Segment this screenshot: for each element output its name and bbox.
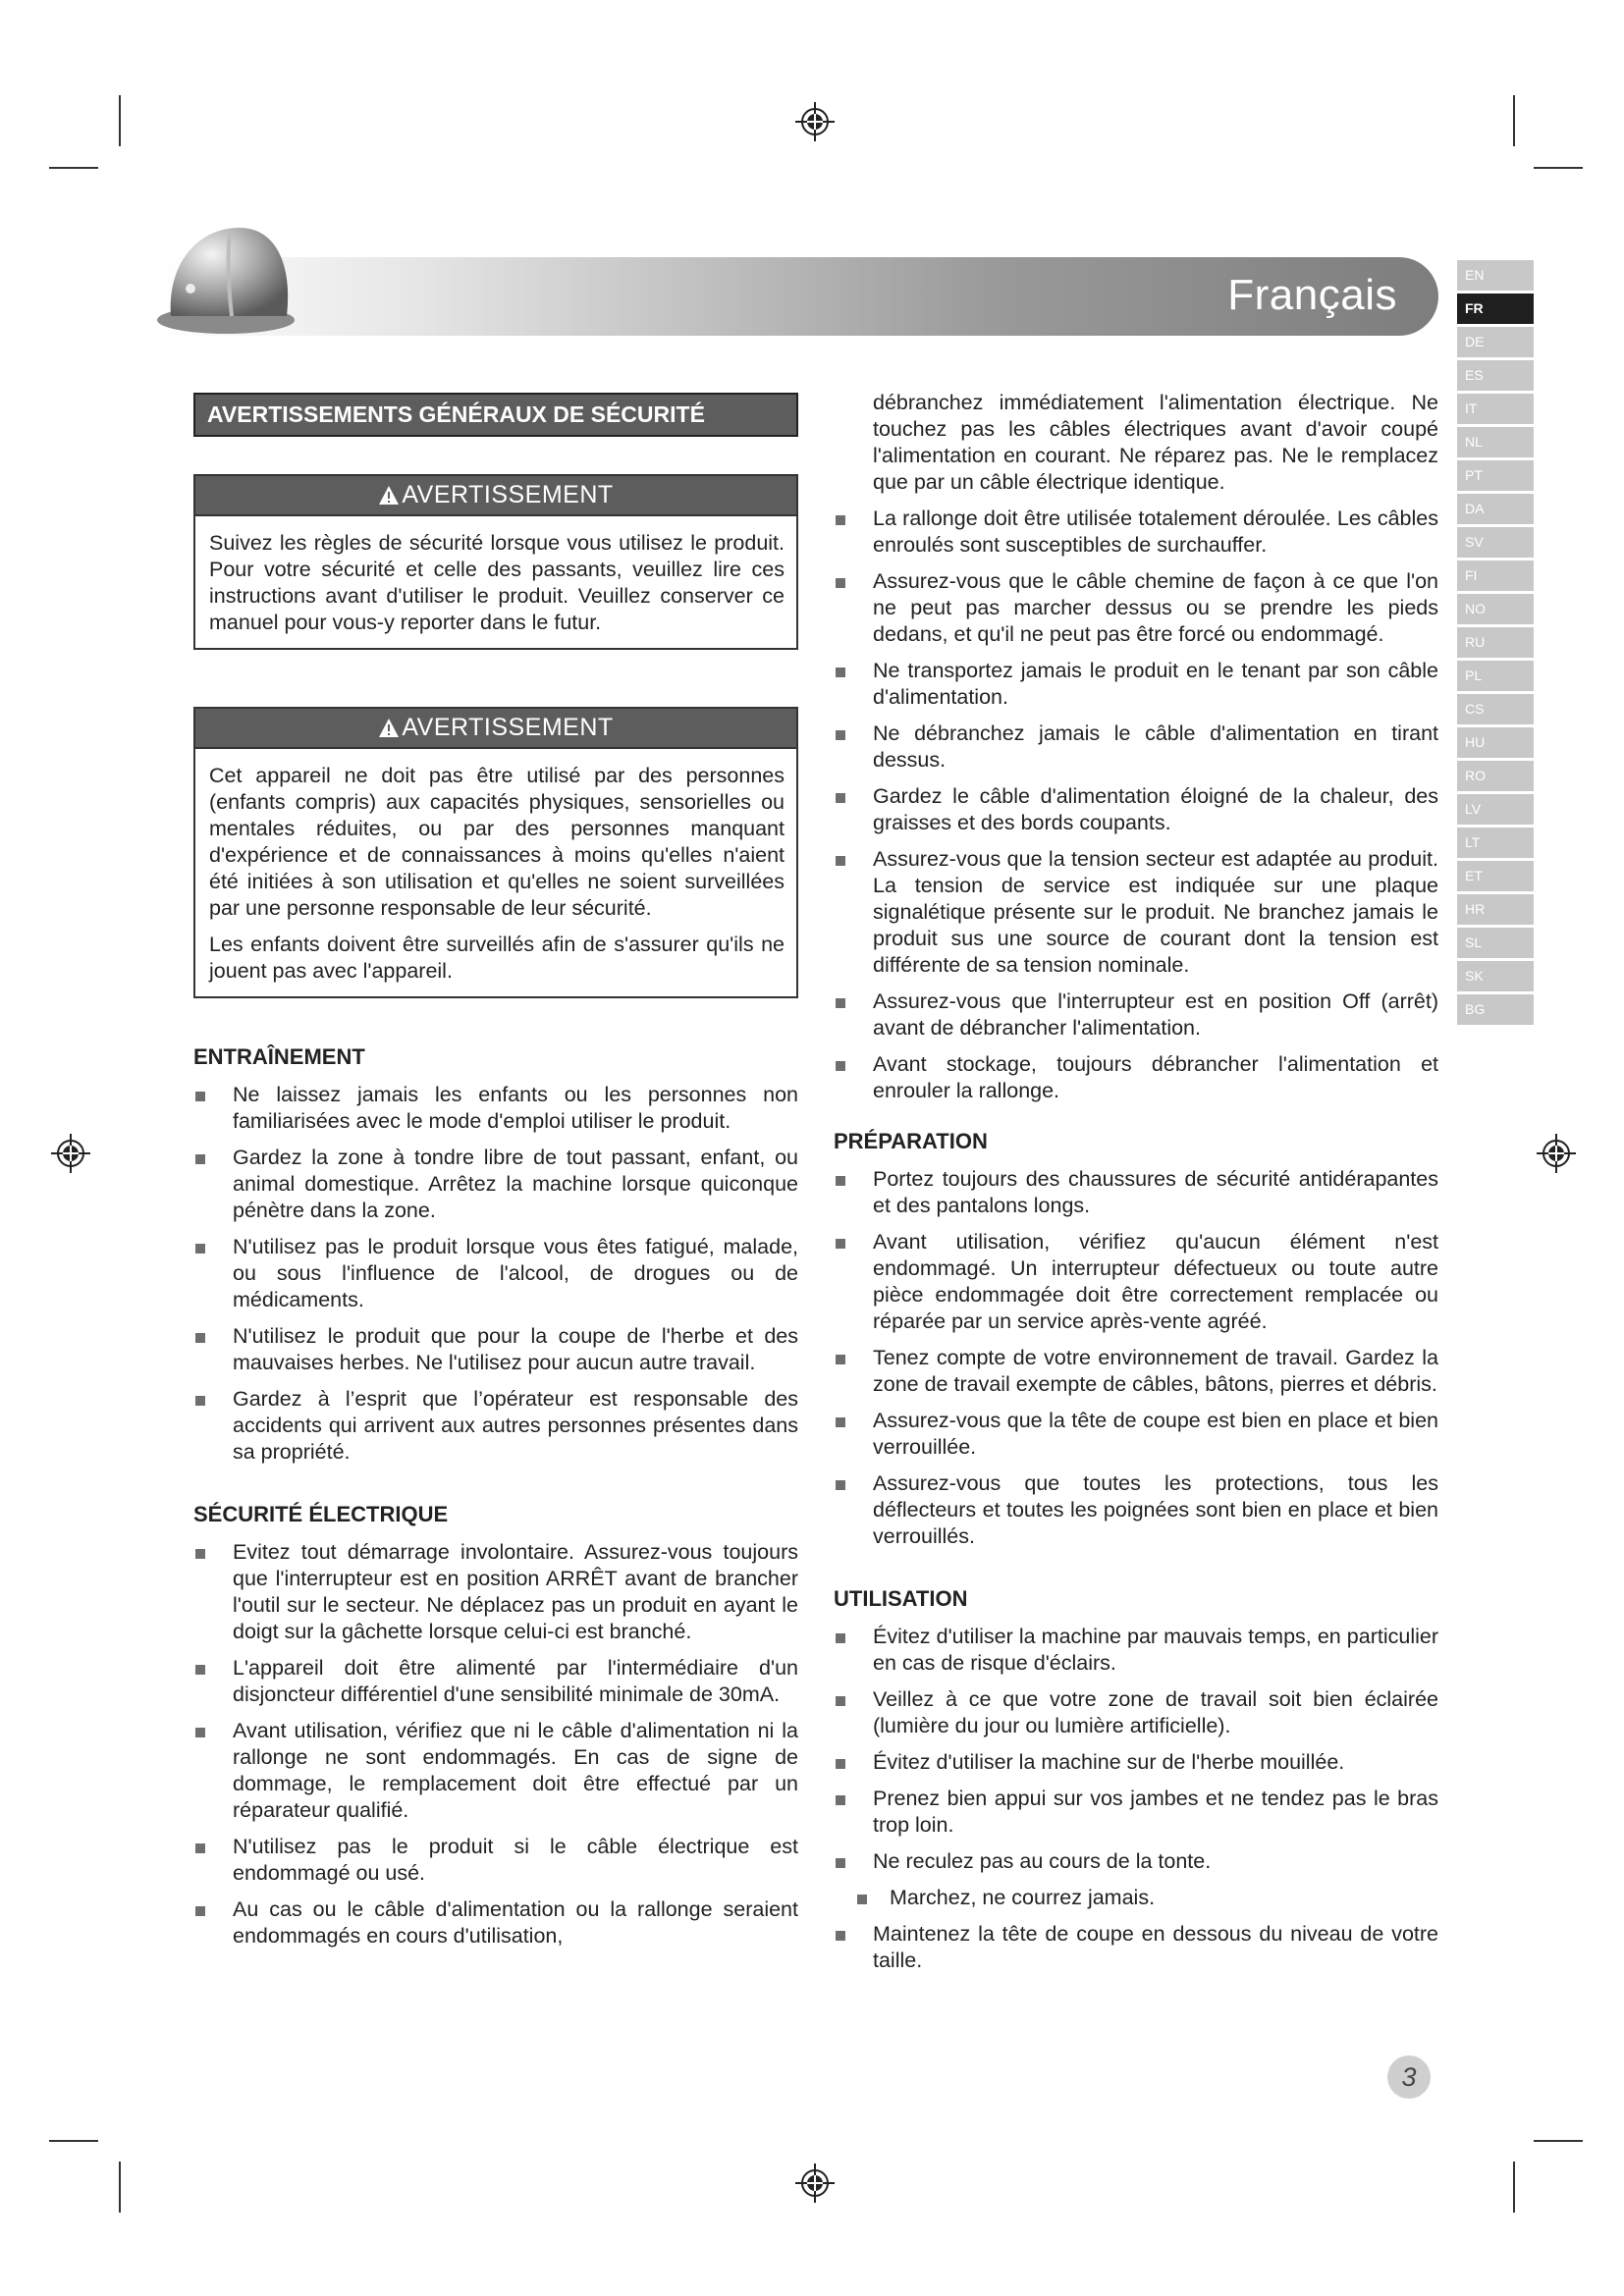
language-tab-pl[interactable]: PL <box>1457 661 1534 691</box>
electrical-heading: SÉCURITÉ ÉLECTRIQUE <box>193 1502 449 1526</box>
crop-mark <box>49 167 98 169</box>
list-item: La rallonge doit être utilisée totalement déroulée. Les câbles enroulés sont susceptibles de surchauffer. <box>834 506 1438 559</box>
language-tab-bg[interactable]: BG <box>1457 994 1534 1025</box>
page-title: Français <box>1227 271 1397 319</box>
list-item: Avant stockage, toujours débrancher l'alimentation et enrouler la rallonge. <box>834 1051 1438 1104</box>
language-tab-ro[interactable]: RO <box>1457 761 1534 791</box>
electrical-list-continued <box>834 506 1438 1104</box>
language-tab-es[interactable]: ES <box>1457 360 1534 391</box>
warning-text: Les enfants doivent être surveillés afin de s'assurer qu'ils ne jouent pas avec l'appareil. <box>209 933 785 983</box>
list-item: L'appareil doit être alimenté par l'intermédiaire d'un disjoncteur différentiel d'une sensibilité minimale de 30mA. <box>193 1655 798 1708</box>
list-item: Veillez à ce que votre zone de travail soit bien éclairée (lumière du jour ou lumière artificielle). <box>834 1686 1438 1739</box>
list-item: Avant utilisation, vérifiez qu'aucun élément n'est endommagé. Un interrupteur défectueux ou toute autre pièce endommagée doit être correctement remplacée ou réparée par un service après-vente agréé. <box>834 1229 1438 1335</box>
warning-box-header <box>195 476 796 516</box>
list-item: Prenez bien appui sur vos jambes et ne tendez pas le bras trop loin. <box>834 1786 1438 1839</box>
warning-title: AVERTISSEMENT <box>402 481 614 508</box>
warning-triangle-icon <box>378 485 400 507</box>
language-tab-ru[interactable]: RU <box>1457 627 1534 658</box>
crop-mark <box>1534 2140 1583 2142</box>
list-item: N'utilisez pas le produit lorsque vous êtes fatigué, malade, ou sous l'influence de l'alcool, de drogues ou de médicaments. <box>193 1234 798 1313</box>
language-tab-de[interactable]: DE <box>1457 327 1534 357</box>
training-heading: ENTRAÎNEMENT <box>193 1044 365 1069</box>
language-tab-it[interactable]: IT <box>1457 394 1534 424</box>
warning-box-body <box>195 516 796 648</box>
list-item: Evitez tout démarrage involontaire. Assurez-vous toujours que l'interrupteur est en position ARRÊT avant de brancher l'outil sur le secteur. Ne déplacez pas un produit en ayant le doigt sur la gâchette lorsque celui-ci est branché. <box>193 1539 798 1645</box>
list-item: Assurez-vous que toutes les protections, tous les déflecteurs et toutes les poignées sont bien en place et bien verrouillés. <box>834 1470 1438 1550</box>
registration-mark-icon <box>795 2163 835 2203</box>
registration-mark-icon <box>1537 1134 1576 1173</box>
electrical-list <box>193 1539 798 1949</box>
warning-box <box>193 707 798 998</box>
warning-box-body <box>195 749 796 996</box>
registration-mark-icon <box>795 102 835 141</box>
language-tab-fi[interactable]: FI <box>1457 561 1534 591</box>
warning-box <box>193 474 798 650</box>
warning-text: Cet appareil ne doit pas être utilisé par des personnes (enfants compris) aux capacités physiques, sensorielles ou mentales réduites, ou par des personnes manquant d'expérience et de connaissances à moins qu'elles n'aient été initiées à son utilisation et qu'elles ne soient surveillées par une personne responsable de leur sécurité. <box>209 764 785 920</box>
list-item: Gardez la zone à tondre libre de tout passant, enfant, ou animal domestique. Arrêtez la machine lorsque quiconque pénètre dans la zone. <box>193 1145 798 1224</box>
language-tab-fr[interactable]: FR <box>1457 294 1534 324</box>
list-item: Évitez d'utiliser la machine par mauvais temps, en particulier en cas de risque d'éclairs. <box>834 1624 1438 1677</box>
page-number: 3 <box>1387 2056 1431 2099</box>
list-item: Gardez à l’esprit que l’opérateur est responsable des accidents qui arrivent aux autres personnes présentes dans sa propriété. <box>193 1386 798 1466</box>
list-item: Avant utilisation, vérifiez que ni le câble d'alimentation ni la rallonge ne sont endommagés. En cas de signe de dommage, le remplacement doit être effectué par un réparateur qualifié. <box>193 1718 798 1824</box>
list-item: Assurez-vous que la tension secteur est adaptée au produit. La tension de service est indiquée sur une plaque signalétique présente sur le produit. Ne branchez jamais le produit sus une source de courant dont la tension est différente de sa tension nominale. <box>834 846 1438 979</box>
language-tab-sv[interactable]: SV <box>1457 527 1534 558</box>
list-item: Ne débranchez jamais le câble d'alimentation en tirant dessus. <box>834 721 1438 774</box>
list-item: Assurez-vous que la tête de coupe est bien en place et bien verrouillée. <box>834 1408 1438 1461</box>
language-tab-no[interactable]: NO <box>1457 594 1534 624</box>
language-tab-et[interactable]: ET <box>1457 861 1534 891</box>
registration-mark-icon <box>51 1134 90 1173</box>
crop-mark <box>1513 95 1515 146</box>
language-tab-sl[interactable]: SL <box>1457 928 1534 958</box>
list-item: Marchez, ne courrez jamais. <box>855 1885 1438 1911</box>
language-tab-cs[interactable]: CS <box>1457 694 1534 724</box>
language-tab-nl[interactable]: NL <box>1457 427 1534 457</box>
list-item: Au cas ou le câble d'alimentation ou la rallonge seraient endommagés en cours d'utilisation, <box>193 1896 798 1949</box>
header-banner <box>157 257 1438 336</box>
list-item: Tenez compte de votre environnement de travail. Gardez la zone de travail exempte de câbles, bâtons, pierres et débris. <box>834 1345 1438 1398</box>
warning-triangle-icon <box>378 718 400 739</box>
warning-box-header <box>195 709 796 749</box>
list-item-continuation: débranchez immédiatement l'alimentation électrique. Ne touchez pas les câbles électriques avant d'avoir coupé l'alimentation en courant. Ne réparez pas. Ne le remplacez que par un câble électrique identique. <box>873 391 1438 494</box>
list-item: Portez toujours des chaussures de sécurité antidérapantes et des pantalons longs. <box>834 1166 1438 1219</box>
warning-title: AVERTISSEMENT <box>402 714 614 741</box>
list-item: N'utilisez pas le produit si le câble électrique est endommagé ou usé. <box>193 1834 798 1887</box>
preparation-heading: PRÉPARATION <box>834 1129 988 1153</box>
usage-heading: UTILISATION <box>834 1586 968 1611</box>
crop-mark <box>119 95 121 146</box>
list-item: Assurez-vous que l'interrupteur est en position Off (arrêt) avant de débrancher l'alimentation. <box>834 988 1438 1041</box>
language-tab-da[interactable]: DA <box>1457 494 1534 524</box>
preparation-list <box>834 1166 1438 1550</box>
list-item: Assurez-vous que le câble chemine de façon à ce que l'on ne peut pas marcher dessus ou se prendre les pieds dedans, et qu'il ne peut pas être forcé ou endommagé. <box>834 568 1438 648</box>
language-tab-en[interactable]: EN <box>1457 260 1534 291</box>
language-tab-pt[interactable]: PT <box>1457 460 1534 491</box>
left-column <box>193 393 798 1959</box>
language-tab-lv[interactable]: LV <box>1457 794 1534 825</box>
training-list <box>193 1082 798 1466</box>
safety-helmet-icon <box>149 214 297 342</box>
list-item: Gardez le câble d'alimentation éloigné de la chaleur, des graisses et des bords coupants. <box>834 783 1438 836</box>
list-item: Ne transportez jamais le produit en le tenant par son câble d'alimentation. <box>834 658 1438 711</box>
language-tab-hr[interactable]: HR <box>1457 894 1534 925</box>
list-item: Maintenez la tête de coupe en dessous du niveau de votre taille. <box>834 1921 1438 1974</box>
language-tab-hu[interactable]: HU <box>1457 727 1534 758</box>
crop-mark <box>1534 167 1583 169</box>
language-tabs <box>1457 260 1534 1028</box>
right-column <box>834 390 1438 1984</box>
crop-mark <box>119 2162 121 2213</box>
list-item: Ne laissez jamais les enfants ou les personnes non familiarisées avec le mode d'emploi utiliser le produit. <box>193 1082 798 1135</box>
usage-list <box>834 1624 1438 1974</box>
warning-text: Suivez les règles de sécurité lorsque vous utilisez le produit. Pour votre sécurité et celle des passants, veuillez lire ces instructions avant d'utiliser le produit. Veuillez conserver ce manuel pour vous-y reporter dans le futur. <box>209 531 785 634</box>
crop-mark <box>1513 2162 1515 2213</box>
list-item: Ne reculez pas au cours de la tonte. <box>834 1848 1438 1875</box>
section-heading: AVERTISSEMENTS GÉNÉRAUX DE SÉCURITÉ <box>193 393 798 437</box>
crop-mark <box>49 2140 98 2142</box>
list-item: Évitez d'utiliser la machine sur de l'herbe mouillée. <box>834 1749 1438 1776</box>
language-tab-sk[interactable]: SK <box>1457 961 1534 991</box>
language-tab-lt[interactable]: LT <box>1457 828 1534 858</box>
list-item: N'utilisez le produit que pour la coupe de l'herbe et des mauvaises herbes. Ne l'utilisez pour aucun autre travail. <box>193 1323 798 1376</box>
